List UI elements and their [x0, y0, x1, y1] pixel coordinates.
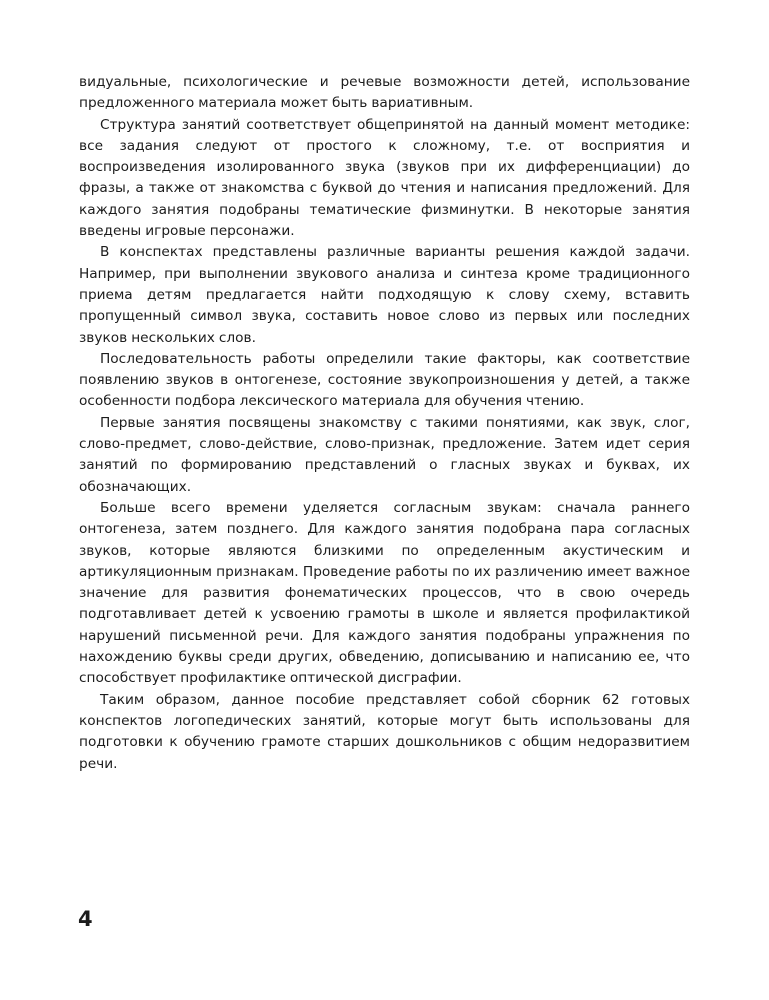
- paragraph-continued: видуальные, психологические и речевые возможности детей, использование предложенного материала может быть вариативным.: [79, 74, 690, 112]
- page-number: 4: [78, 907, 93, 931]
- paragraph-first-lessons: Первые занятия посвящены знакомству с такими понятиями, как звук, слог, слово-предмет, слово-действие, слово-признак, предложение. Затем идет серия занятий по формированию представлений о гласных звуках и буквах, их обозначающих.: [79, 414, 690, 495]
- paragraph-task-variants: В конспектах представлены различные варианты решения каждой задачи. Например, при выполнении звукового анализа и синтеза кроме традиционного приема детям предлагается найти подходящую к слову схему, вставить пропущенный символ звука, составить новое слово из первых или последних звуков нескольких слов.: [79, 244, 690, 346]
- paragraph-conclusion: Таким образом, данное пособие представляет собой сборник 62 готовых конспектов логопедических занятий, которые могут быть использованы для подготовки к обучению грамоте старших дошкольников с общим недоразвитием речи.: [79, 691, 690, 772]
- paragraph-work-sequence: Последовательность работы определили такие факторы, как соответствие появлению звуков в онтогенезе, состояние звукопроизношения у детей, а также особенности подбора лексического материала для обучения чтению.: [79, 350, 690, 410]
- paragraph-consonants: Больше всего времени уделяется согласным звукам: сначала раннего онтогенеза, затем позднего. Для каждого занятия подобрана пара согласных звуков, которые являются близкими по определенным акустическим и артикуляционным признакам. Проведение работы по их различению имеет важное значение для развития фонематических процессов, что в свою очередь подготавливает детей к усвоению грамоты в школе и является профилактикой нарушений письменной речи. Для каждого занятия подобраны упражнения по нахождению буквы среди других, обведению, дописыванию и написанию ее, что способствует профилактике оптической дисграфии.: [79, 499, 690, 687]
- paragraph-lesson-structure: Структура занятий соответствует общепринятой на данный момент методике: все задания следуют от простого к сложному, т.е. от восприятия и воспроизведения изолированного звука (звуков при их дифференциации) до фразы, а также от знакомства с буквой до чтения и написания предложений. Для каждого занятия подобраны тематические физминутки. В некоторые занятия введены игровые персонажи.: [79, 116, 690, 240]
- body-text: [79, 72, 690, 775]
